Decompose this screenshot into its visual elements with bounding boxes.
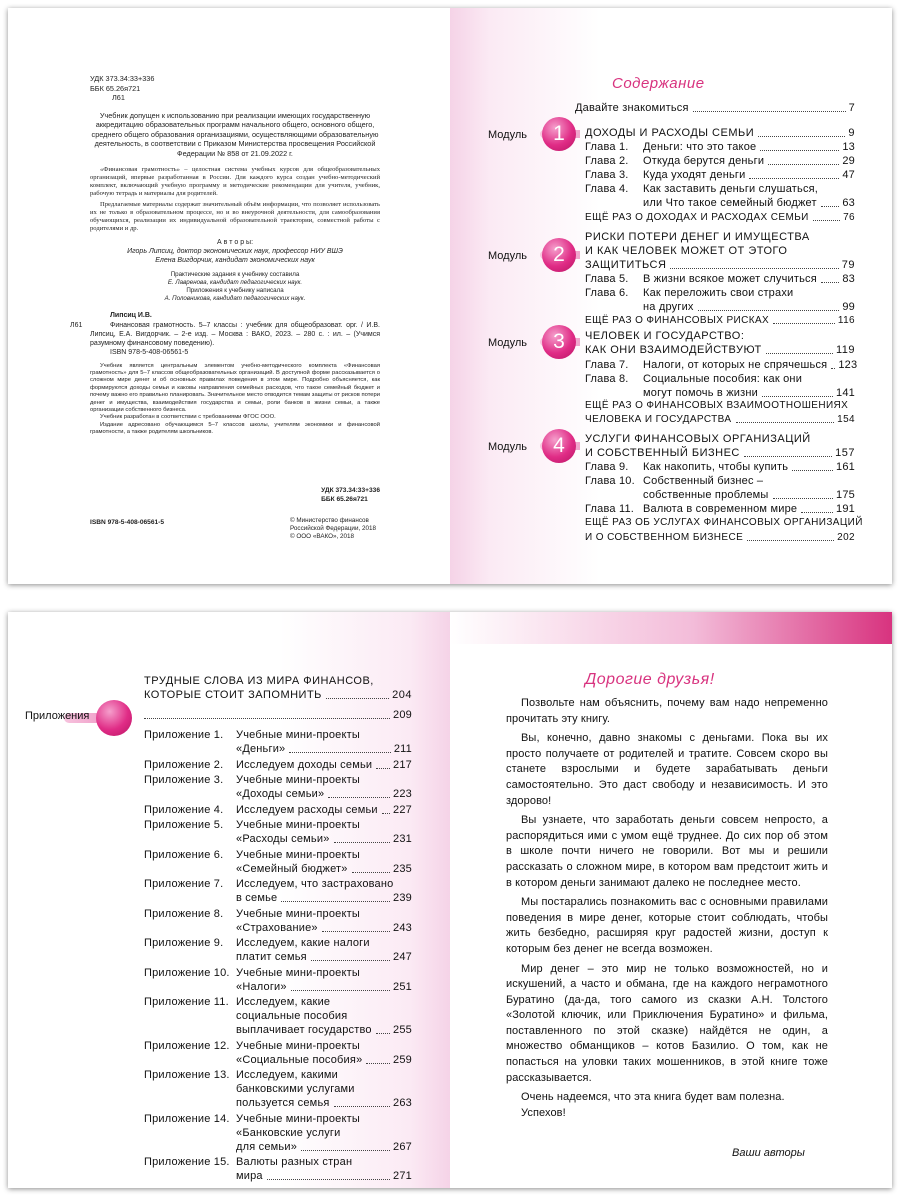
- appendix-title: выплачивает государство: [236, 1024, 372, 1036]
- appendix-title: Исследуем, какие: [236, 996, 331, 1008]
- leader-dots: [376, 768, 390, 769]
- toc-module-2[interactable]: [585, 259, 855, 272]
- page-number: 235: [393, 862, 412, 875]
- page-number: 9: [848, 127, 855, 139]
- appendix-title: «Банковские услуги: [236, 1126, 341, 1139]
- leader-dots: [328, 797, 390, 798]
- toc-chapter-5[interactable]: [585, 273, 855, 286]
- chapter-number: Глава 1.: [585, 141, 629, 153]
- imprint-block: [70, 74, 380, 541]
- leader-dots: [747, 540, 834, 541]
- appendix-item-line[interactable]: [144, 849, 360, 862]
- letter-signature: Ваши авторы: [732, 1147, 805, 1159]
- author-mark: Л61: [112, 93, 125, 102]
- appendix-item-line[interactable]: [144, 937, 370, 950]
- page-number: 76: [843, 212, 855, 223]
- appendix-item[interactable]: [236, 981, 412, 994]
- chapter-number: Глава 9.: [585, 461, 629, 473]
- chapter-title: Как переложить свои страхи: [643, 287, 794, 299]
- recap-title: И О СОБСТВЕННОМ БИЗНЕСЕ: [585, 532, 744, 543]
- page-number: 79: [841, 259, 855, 271]
- leader-dots: [801, 512, 833, 513]
- toc-chapter-8-line1[interactable]: [585, 373, 802, 386]
- catalog-description: Финансовая грамотность. 5–7 классы : учебник для общеобразоват. орг. / И.В. Липсиц, Е.А. Вигдорчик. – 2-е изд. – Москва : ВАКО, 2023. – 280 с. : ил. – (Учимся разумному финансовому поведению).: [90, 321, 380, 348]
- appendix-title: платит семья: [236, 951, 307, 963]
- leader-dots: [334, 1106, 391, 1107]
- leader-dots: [762, 396, 833, 397]
- appendix-title: Учебные мини-проекты: [236, 774, 360, 786]
- appendix-number: Приложение 2.: [144, 758, 224, 771]
- catalog-lcode: Л61: [70, 322, 83, 330]
- page-number: 141: [836, 387, 855, 399]
- letter-body: [506, 696, 828, 1125]
- appendix-label: Приложения: [25, 710, 90, 722]
- appendix-item[interactable]: [144, 759, 412, 772]
- appendix-item[interactable]: [236, 1054, 412, 1067]
- appendix-title: для семьи»: [236, 1140, 298, 1153]
- page-number: 191: [836, 503, 855, 515]
- appendix-item[interactable]: [236, 1097, 412, 1110]
- appendix-item-line[interactable]: [144, 1113, 360, 1126]
- toc-page: [450, 8, 892, 584]
- appendix-title: Учебные мини-проекты: [236, 848, 360, 861]
- page-number: 239: [393, 892, 412, 904]
- leader-dots: [376, 1033, 390, 1034]
- appendix-item[interactable]: [236, 788, 412, 801]
- letter-title: Дорогие друзья!: [585, 671, 715, 688]
- hard-words-line1: ТРУДНЫЕ СЛОВА ИЗ МИРА ФИНАНСОВ,: [144, 675, 374, 687]
- leader-dots: [144, 718, 390, 719]
- appendix-number: Приложение 5.: [144, 819, 224, 831]
- leader-dots: [760, 150, 839, 151]
- page-number: 119: [835, 344, 855, 356]
- series-description: [90, 166, 380, 234]
- page-number: 223: [393, 788, 412, 800]
- toc-module-title: ЗАЩИТИТЬСЯ: [585, 259, 667, 271]
- chapter-number: Глава 10.: [585, 475, 635, 487]
- appendix-title: пользуется семья: [236, 1097, 330, 1109]
- toc-recap-3[interactable]: [585, 413, 855, 426]
- leader-dots: [311, 960, 390, 961]
- toc-module-title: И СОБСТВЕННЫЙ БИЗНЕС: [585, 447, 740, 459]
- page-number: 251: [393, 980, 412, 993]
- toc-chapter-4-line1[interactable]: [585, 183, 818, 196]
- chapter-title: Налоги, от которых не спрячешься: [643, 359, 828, 371]
- chapter-title: или Что такое семейный бюджет: [643, 197, 817, 209]
- appendix-item-line[interactable]: [144, 819, 360, 832]
- page-number: 123: [838, 359, 858, 371]
- page-number: 247: [393, 951, 412, 963]
- leader-dots: [267, 1179, 390, 1180]
- page-number: 263: [393, 1097, 412, 1109]
- module-number-circle: 2: [542, 238, 576, 272]
- bottom-udk: УДК 373.34:33+336: [321, 487, 380, 494]
- toc-chapter-6[interactable]: [643, 301, 855, 314]
- leader-dots: [382, 813, 390, 814]
- letter-paragraph: Успехов!: [521, 1106, 566, 1119]
- toc-entry-label: КОТОРЫЕ СТОИТ ЗАПОМНИТЬ: [144, 689, 322, 701]
- leader-dots: [821, 206, 840, 207]
- authors-header: А в т о р ы:: [216, 238, 254, 246]
- module-label: Модуль: [488, 441, 527, 453]
- appendix-number: Приложение 7.: [144, 878, 224, 890]
- leader-dots: [758, 136, 845, 137]
- module-number-circle: 1: [542, 117, 576, 151]
- toc-title: Содержание: [612, 75, 705, 92]
- chapter-title: Куда уходят деньги: [643, 169, 746, 181]
- appendix-item-line[interactable]: [144, 1156, 352, 1169]
- appendix-number: Приложение 12.: [144, 1039, 230, 1052]
- appendix-item[interactable]: [236, 1170, 412, 1183]
- toc-module-title: КАК ОНИ ВЗАИМОДЕЙСТВУЮТ: [585, 344, 762, 356]
- appendix-title: Учебные мини-проекты: [236, 1039, 360, 1052]
- toc-chapter-2[interactable]: [585, 155, 855, 168]
- bottom-codes: [321, 486, 380, 504]
- appendix-item[interactable]: [236, 863, 412, 876]
- appendix-page: [8, 612, 450, 1188]
- leader-dots: [831, 368, 835, 369]
- leader-dots: [736, 422, 835, 423]
- appendix-title: мира: [236, 1170, 263, 1182]
- toc-module-3-line1: ЧЕЛОВЕК И ГОСУДАРСТВО:: [585, 330, 745, 342]
- page-number: 231: [393, 833, 412, 845]
- appendix-item[interactable]: [236, 743, 412, 756]
- leader-dots: [326, 698, 389, 699]
- isbn-bottom: ISBN 978-5-408-06561-5: [90, 519, 165, 526]
- contrib-line: Практические задания к учебнику составила: [170, 271, 300, 279]
- series-paragraph: «Финансовая грамотность» – целостная система учебных курсов для общеобразовательных организаций, впервые разработанная в России. Для каждого курса создан учебно-методический комплект, включающий учебную программу и методические рекомендации для учителя, учебник, рабочую тетрадь и материалы для родителей.: [90, 165, 380, 198]
- appendix-title: Исследуем доходы семьи: [236, 758, 373, 771]
- appendix-title: Учебные мини-проекты: [236, 966, 360, 979]
- chapter-number: Глава 5.: [585, 273, 629, 285]
- recap-title: ЧЕЛОВЕКА И ГОСУДАРСТВА: [585, 414, 732, 425]
- page-number: 211: [393, 743, 412, 755]
- page-number: 13: [842, 141, 855, 153]
- appendix-item-line[interactable]: [144, 967, 360, 980]
- spread-top: [8, 8, 892, 584]
- leader-dots: [693, 111, 846, 112]
- toc-module-title: ДОХОДЫ И РАСХОДЫ СЕМЬИ: [585, 127, 755, 139]
- chapter-title: Социальные пособия: как они: [643, 373, 803, 385]
- series-paragraph: Предлагаемые материалы содержат значительный объём информации, что позволяет использовать их не только в образовательном процессе, но и во внеурочной деятельности, для самообразования обучающихся, реализации их индивидуальной образовательной траектории, совместной работы с родителями и др.: [90, 200, 380, 233]
- decorative-header-bar: [450, 612, 892, 644]
- appendix-title: «Социальные пособия»: [236, 1053, 363, 1066]
- toc-module-4[interactable]: [585, 447, 855, 460]
- udk-code: УДК 373.34:33+336: [90, 74, 155, 83]
- leader-dots: [322, 931, 390, 932]
- letter-paragraph: Вы узнаете, что заработать деньги совсем непросто, а распорядиться ими с умом ещё труднее. До сих пор об этом в школе почти ничего не говорили. Вот мы и решили рассказать о сложном мире, в котором вам предстоит жить и в котором деньги занимают далеко не последнее место.: [506, 814, 828, 889]
- contrib-name: Е. Лавренова, кандидат педагогических наук.: [167, 279, 303, 287]
- appendix-item[interactable]: [236, 1024, 412, 1037]
- leader-dots: [749, 178, 839, 179]
- leader-dots: [813, 220, 840, 221]
- appendix-item[interactable]: [236, 892, 412, 905]
- appendix-title: Исследуем расходы семьи: [236, 803, 378, 816]
- contrib-line: Приложения к учебнику написала: [186, 287, 284, 295]
- appendix-item-line[interactable]: [144, 729, 360, 742]
- author-line: Елена Вигдорчик, кандидат экономических наук: [155, 256, 315, 264]
- appendix-item-line[interactable]: [144, 774, 360, 787]
- annotation-paragraph: Учебник является центральным элементом учебно-методического комплекта «Финансовая грамотность» для 5–7 классов общеобразовательных организаций. В доступной форме рассказывается о сложном мире денег и об основных правилах поведения в этом мире. Подробно объясняется, как формируются доходы семьи и каковы направления семейных расходов, что такое семейный бюджет и почему важно его правильно планировать. Значительное место отводится темам защиты от рисков потери денег и имущества, взаимодействия государства и семьи, роли банков в жизни семьи, а также организации собственного бизнеса.: [90, 362, 380, 414]
- catalog-author: Липсиц И.В.: [110, 312, 152, 320]
- bbk-code: ББК 65.26я721: [90, 83, 141, 93]
- chapter-title: Валюта в современном мире: [643, 503, 798, 515]
- leader-dots: [281, 901, 390, 902]
- page-number: 255: [393, 1024, 412, 1036]
- page-number: 154: [837, 414, 855, 425]
- toc-chapter-11[interactable]: [585, 503, 855, 516]
- leader-dots: [366, 1063, 390, 1064]
- appendix-item[interactable]: [236, 922, 412, 935]
- toc-appendix-section[interactable]: [144, 709, 412, 722]
- toc-recap-1[interactable]: [585, 211, 855, 224]
- leader-dots: [670, 268, 838, 269]
- chapter-title: Как заставить деньги слушаться,: [643, 183, 819, 195]
- appendix-item[interactable]: [144, 804, 412, 817]
- module-number-circle: 4: [542, 429, 576, 463]
- authors-block: [90, 238, 380, 266]
- appendix-item[interactable]: [236, 951, 412, 964]
- toc-entry-label: Давайте знакомиться: [575, 102, 689, 114]
- catalog-record: [70, 311, 380, 357]
- page-number: 161: [836, 461, 855, 473]
- page-number: 7: [848, 102, 855, 114]
- chapter-title: собственные проблемы: [643, 489, 769, 501]
- letter-page: [450, 612, 892, 1188]
- page-number: 29: [842, 155, 855, 167]
- toc-recap-4-line1: ЕЩЁ РАЗ ОБ УСЛУГАХ ФИНАНСОВЫХ ОРГАНИЗАЦИЙ: [585, 517, 863, 528]
- chapter-number: Глава 11.: [585, 503, 635, 515]
- appendix-number: Приложение 14.: [144, 1112, 230, 1125]
- toc-chapter-10-line1[interactable]: [585, 475, 763, 488]
- admission-text: Учебник допущен к использованию при реализации имеющих государственную аккредитацию образовательных программ начального общего, основного общего, среднего общего образования организациями, осуществляющими образовательную деятельность, в соответствии с Приказом Министерства просвещения Российской Федерации № 858 от 21.09.2022 г.: [91, 110, 379, 158]
- chapter-number: Глава 6.: [585, 287, 629, 299]
- leader-dots: [773, 498, 834, 499]
- appendix-title: Учебные мини-проекты: [236, 819, 360, 831]
- toc-module-4-line1: УСЛУГИ ФИНАНСОВЫХ ОРГАНИЗАЦИЙ: [585, 433, 811, 445]
- toc-chapter-6-line1[interactable]: [585, 287, 793, 300]
- appendix-circle: [96, 700, 132, 736]
- copyrights: [290, 517, 376, 542]
- leader-dots: [744, 456, 832, 457]
- leader-dots: [291, 990, 390, 991]
- recap-title: ЕЩЁ РАЗ О ДОХОДАХ И РАСХОДАХ СЕМЬИ: [585, 212, 809, 223]
- appendix-item-line[interactable]: [144, 1069, 338, 1082]
- appendix-title: в семье: [236, 892, 278, 904]
- toc-module-2-line2: И КАК ЧЕЛОВЕК МОЖЕТ ОТ ЭТОГО: [585, 245, 788, 257]
- leader-dots: [698, 310, 840, 311]
- appendix-title: банковскими услугами: [236, 1083, 355, 1095]
- appendix-title: Учебные мини-проекты: [236, 1112, 360, 1125]
- chapter-number: Глава 7.: [585, 359, 629, 371]
- appendix-item[interactable]: [236, 1141, 412, 1154]
- bottom-bbk: ББК 65.26я721: [321, 496, 368, 504]
- appendix-item-line[interactable]: [144, 908, 360, 921]
- chapter-title: В жизни всякое может случиться: [643, 273, 817, 285]
- catalog-isbn: ISBN 978-5-408-06561-5: [110, 349, 189, 357]
- toc-module-2-line1: РИСКИ ПОТЕРИ ДЕНЕГ И ИМУЩЕСТВА: [585, 231, 810, 243]
- letter-paragraph: Вы, конечно, давно знакомы с деньгами. Пока вы их просто получаете от родителей и тратите. Совсем скоро вы станете взрослыми и будете зарабатывать деньги самостоятельно. Это даст свободу и независимость. И это здорово!: [506, 732, 828, 807]
- leader-dots: [773, 323, 835, 324]
- annotation-paragraph: Учебник разработан в соответствии с требованиями ФГОС ООО.: [100, 414, 276, 421]
- appendix-number: Приложение 15.: [144, 1156, 230, 1168]
- appendix-title: «Налоги»: [236, 980, 287, 993]
- page-number: 63: [842, 197, 855, 209]
- chapter-title: на других: [643, 301, 694, 313]
- appendix-title: социальные пособия: [236, 1010, 348, 1022]
- leader-dots: [289, 752, 390, 753]
- toc-recap-3-line1: ЕЩЁ РАЗ О ФИНАНСОВЫХ ВЗАИМООТНОШЕНИЯХ: [585, 400, 849, 411]
- copyright-line: © ООО «ВАКО», 2018: [290, 533, 355, 541]
- page-number: 47: [842, 169, 855, 181]
- chapter-title: Собственный бизнес –: [643, 475, 764, 487]
- page-number: 204: [392, 689, 412, 701]
- classification-codes: [90, 74, 380, 103]
- spread-bottom: [8, 612, 892, 1188]
- toc-module-1[interactable]: [585, 127, 855, 140]
- module-label: Модуль: [488, 337, 527, 349]
- contributors-block: [90, 271, 380, 303]
- appendix-number: Приложение 1.: [144, 729, 224, 741]
- chapter-number: Глава 2.: [585, 155, 629, 167]
- appendix-title: Валюты разных стран: [236, 1156, 353, 1168]
- contrib-name: А. Половникова, кандидат педагогических наук.: [164, 295, 306, 303]
- toc-chapter-1[interactable]: [585, 141, 855, 154]
- page-number: 209: [393, 709, 412, 721]
- appendix-title: «Расходы семьи»: [236, 833, 330, 845]
- page-number: 243: [393, 921, 412, 934]
- page-number: 259: [393, 1053, 412, 1066]
- appendix-title: Учебные мини-проекты: [236, 729, 360, 741]
- page-number: 202: [837, 532, 855, 543]
- toc-chapter-3[interactable]: [585, 169, 855, 182]
- copyright-line: © Министерство финансов: [290, 517, 369, 524]
- chapter-title: Деньги: что это такое: [643, 141, 757, 153]
- appendix-number: Приложение 6.: [144, 848, 224, 861]
- page-number: 217: [393, 758, 412, 771]
- annotation-paragraph: Издание адресовано обучающимся 5–7 классов школы, учителям экономики и финансовой грамотности, а также родителям школьников.: [90, 421, 380, 436]
- copyright-line: Российской Федерации, 2018: [290, 525, 376, 533]
- appendix-title: «Деньги»: [236, 743, 286, 755]
- toc-intro[interactable]: [575, 102, 855, 115]
- appendix-number: Приложение 4.: [144, 803, 224, 816]
- leader-dots: [768, 164, 839, 165]
- leader-dots: [301, 1150, 390, 1151]
- chapter-number: Глава 4.: [585, 183, 629, 195]
- letter-paragraph: Очень надеемся, что эта книга будет вам полезна.: [521, 1091, 785, 1104]
- leader-dots: [792, 470, 833, 471]
- annotation: [90, 363, 380, 437]
- toc-chapter-9[interactable]: [585, 461, 855, 474]
- letter-paragraph: Позвольте нам объяснить, почему вам надо непременно прочитать эту книгу.: [506, 697, 828, 725]
- leader-dots: [766, 353, 833, 354]
- letter-paragraph: Мир денег – это мир не только возможностей, но и искушений, а часто и обмана, где на каждого неграмотного Буратино (да-да, того самого из сказки А.Н. Толстого «Золотой ключик, или Приключения Буратино» и фильма, поставленного по этой сказке) найдётся не один, а множество обманщиков – котов Базилио. О том, как не попасться на уловки таких мошенников, в этой книге тоже рассказывается.: [506, 962, 828, 1084]
- chapter-number: Глава 3.: [585, 169, 629, 181]
- chapter-title: Откуда берутся деньги: [643, 155, 765, 167]
- leader-dots: [334, 842, 391, 843]
- appendix-number: Приложение 10.: [144, 966, 230, 979]
- toc-recap-4[interactable]: [585, 531, 855, 544]
- page-number: 99: [842, 301, 855, 313]
- recap-title: ЕЩЁ РАЗ О ФИНАНСОВЫХ РИСКАХ: [585, 315, 770, 326]
- page-number: 83: [842, 273, 855, 285]
- appendix-number: Приложение 3.: [144, 774, 224, 786]
- toc-chapter-10[interactable]: [643, 489, 855, 502]
- appendix-title: Учебные мини-проекты: [236, 907, 360, 920]
- page-number: 157: [835, 447, 855, 459]
- chapter-title: Как накопить, чтобы купить: [643, 461, 789, 473]
- toc-hard-words[interactable]: [144, 689, 412, 702]
- appendix-item-line[interactable]: [144, 1040, 360, 1053]
- appendix-number: Приложение 8.: [144, 907, 224, 920]
- letter-paragraph: Мы постарались познакомить вас с основными правилами поведения в мире денег, которые стоит соблюдать, чтобы жить безбедно, расширяя круг радостей жизни, доступ к которым без денег не всегда возможен.: [506, 896, 828, 955]
- imprint-page: [8, 8, 450, 584]
- appendix-number: Приложение 11.: [144, 996, 229, 1008]
- page-number: 116: [837, 315, 855, 326]
- toc-chapter-7[interactable]: [585, 359, 858, 372]
- appendix-item-line[interactable]: [144, 996, 330, 1009]
- chapter-number: Глава 8.: [585, 373, 629, 385]
- module-number-circle: 3: [542, 325, 576, 359]
- page-number: 267: [393, 1140, 412, 1153]
- toc-module-3[interactable]: [585, 344, 855, 357]
- module-label: Модуль: [488, 250, 527, 262]
- appendix-title: «Доходы семьи»: [236, 788, 325, 800]
- page-number: 175: [836, 489, 855, 501]
- leader-dots: [352, 872, 390, 873]
- appendix-title: Исследуем, что застраховано: [236, 878, 394, 890]
- page-number: 227: [393, 803, 412, 816]
- appendix-title: «Семейный бюджет»: [236, 862, 348, 875]
- toc-recap-2[interactable]: [585, 314, 855, 327]
- appendix-number: Приложение 13.: [144, 1069, 230, 1081]
- toc-chapter-4[interactable]: [643, 197, 855, 210]
- module-label: Модуль: [488, 129, 527, 141]
- page-number: 271: [393, 1170, 412, 1182]
- appendix-title: Исследуем, какими: [236, 1069, 339, 1081]
- appendix-item-line[interactable]: [144, 878, 393, 891]
- appendix-number: Приложение 9.: [144, 937, 224, 949]
- appendix-title: Исследуем, какие налоги: [236, 937, 370, 949]
- appendix-title: «Страхование»: [236, 921, 318, 934]
- chapter-title: могут помочь в жизни: [643, 387, 758, 399]
- appendix-item[interactable]: [236, 833, 412, 846]
- leader-dots: [821, 282, 839, 283]
- author-line: Игорь Липсиц, доктор экономических наук, профессор НИУ ВШЭ: [127, 247, 343, 255]
